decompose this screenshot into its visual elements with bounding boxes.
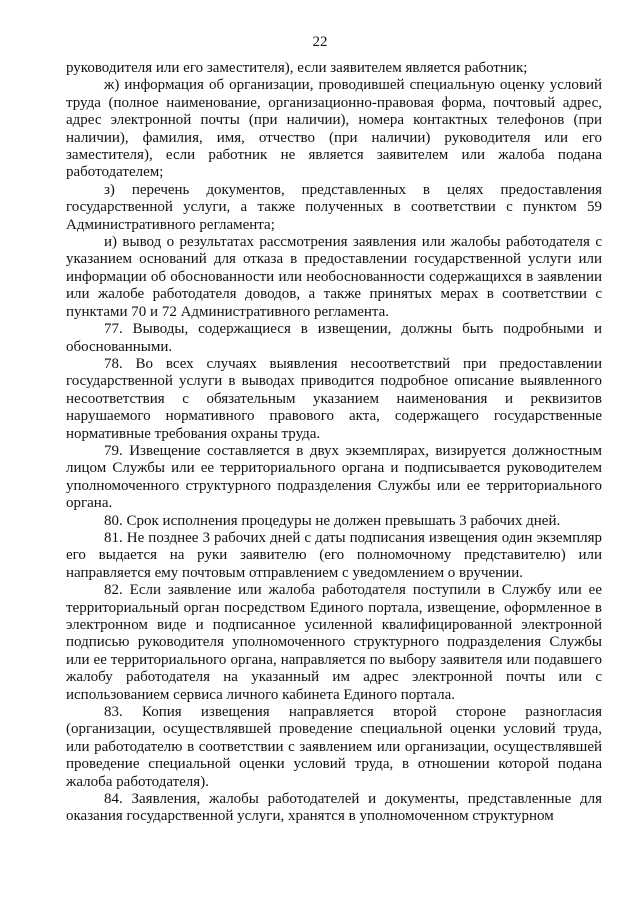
paragraph-80: 80. Срок исполнения процедуры не должен превышать 3 рабочих дней. [104,512,561,529]
paragraph-77: 77. Выводы, содержащиеся в извещении, должны быть подробными и обоснованными. [66,321,602,355]
page-number: 22 [312,34,328,50]
paragraph-79: 79. Извещение составляется в двух экземплярах, визируется должностным лицом Службы или ее территориального органа и подписывается руководителем уполномоченного структурного подразделения Службы или ее территориального органа. [66,442,602,512]
paragraph-81: 81. Не позднее 3 рабочих дней с даты подписания извещения один экземпляр его выдается на руки заявителю (его полномочному представителю) или направляется ему почтовым отправлением с уведомлением о вручении. [66,529,602,581]
paragraph-78: 78. Во всех случаях выявления несоответствий при предоставлении государственной услуги в выводах приводится подробное описание выявленного несоответствия с обязательным указанием наименования и реквизитов нарушаемого нормативного правового акта, содержащего государственные нормативные требования охраны труда. [66,355,602,442]
paragraph-continuation: руководителя или его заместителя), если заявителем является работник; [66,60,528,76]
paragraph-83: 83. Копия извещения направляется второй стороне разногласия (организации, осуществлявшей проведение специальной оценки условий труда, или работодателю в соответствии с заявлением или организации, осуществлявшей проведение специальной оценки условий труда, в отношении которой подана жалоба работодателя). [66,704,602,790]
paragraph-84: 84. Заявления, жалобы работодателей и документы, представленные для оказания государственной услуги, хранятся в уполномоченном структурном [66,791,602,825]
paragraph-item-zh: ж) информация об организации, проводившей специальную оценку условий труда (полное наименование, организационно-правовая форма, почтовый адрес, адрес электронной почты (при наличии), номера контактных телефонов (при наличии), фамилия, имя, отчество (при наличии) руководителя или его заместителя), если работник не является заявителем или жалоба подана работодателем; [66,77,602,181]
paragraph-item-z: з) перечень документов, представленных в целях предоставления государственной услуги, а также полученных в соответствии с пунктом 59 Административного регламента; [66,181,602,233]
paragraph-item-i: и) вывод о результатах рассмотрения заявления или жалобы работодателя с указанием оснований для отказа в предоставлении государственной услуги или информации об обоснованности или необоснованности содержащихся в заявлении или жалобе работодателя доводов, а также принятых мерах в соответствии с пунктами 70 и 72 Административного регламента. [66,234,602,320]
document-body [66,60,602,826]
paragraph-82: 82. Если заявление или жалоба работодателя поступили в Службу или ее территориальный орган посредством Единого портала, извещение, оформленное в электронном виде и подписанное усиленной квалифицированной электронной подписью руководителя уполномоченного структурного подразделения Службы или ее территориального органа, направляется по выбору заявителя или подавшего жалобу работодателя на указанный им адрес электронной почты или с использованием сервиса личного кабинета Единого портала. [66,582,602,703]
